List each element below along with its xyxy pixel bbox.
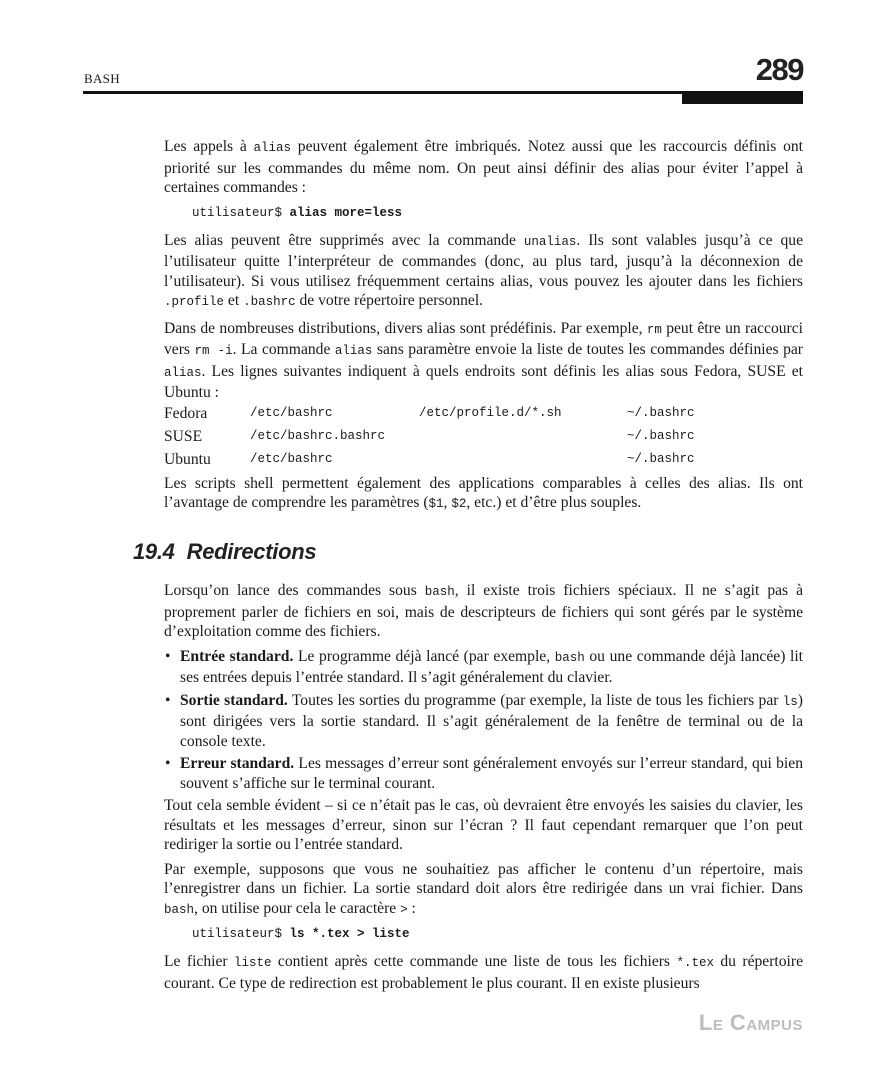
table-row [164, 426, 695, 449]
table-cell-path [419, 449, 627, 472]
section-title: Redirections [186, 539, 317, 564]
shell-command: ls *.tex > liste [289, 927, 410, 941]
text: sans paramètre envoie la liste de toutes les commandes définies par [372, 341, 803, 358]
header-label: BASH [84, 71, 120, 86]
section-body-aliases [164, 137, 803, 521]
text: Le programme déjà lancé (par exemple, [293, 647, 555, 665]
table-cell-distribution: Ubuntu [164, 451, 211, 469]
inline-code: rm -i [194, 344, 233, 358]
text: : [407, 899, 416, 917]
paragraph [164, 952, 803, 993]
text: . Ils sont valables jusqu’à ce que l’utilisateur quitte l’interpréteur de commandes (donc, au plus tard, jusqu’à la déconnexion de l’utilisateur). Si vous utilisez fréquemment certains alias, vous pouvez les ajouter dans les fichiers [164, 231, 803, 290]
table-row [164, 449, 695, 472]
inline-code: *.tex [676, 956, 714, 970]
inline-code: rm [646, 322, 662, 337]
table-cell-path: ~/.bashrc [627, 452, 695, 467]
text: . La commande [232, 341, 335, 358]
table-cell-path: /etc/profile.d/*.sh [419, 406, 562, 421]
paragraph [164, 581, 803, 642]
bullet-term: Entrée standard. [180, 647, 294, 665]
inline-code: bash [164, 902, 195, 917]
inline-code: alias [334, 344, 373, 358]
paragraph [164, 319, 803, 403]
table-cell-path: /etc/bashrc [250, 406, 333, 421]
text: Le fichier [164, 953, 234, 970]
section-heading [133, 539, 316, 565]
text: Les scripts shell permettent également des applications comparables à celles des alias. Ils ont l’avantage de comprendre les paramètres ( [164, 474, 803, 511]
text: contient après cette commande une liste de tous les fichiers [271, 953, 677, 970]
text: Les messages d’erreur sont généralement envoyés sur l’erreur standard, qui bien souvent s’affiche sur le terminal courant. [180, 755, 803, 792]
inline-code: liste [233, 956, 272, 970]
inline-code: $2 [451, 497, 467, 511]
text: Toutes les sorties du programme (par exemple, la liste de tous les fichiers par [287, 691, 783, 709]
table-cell-path: ~/.bashrc [627, 406, 695, 421]
paragraph [164, 231, 803, 313]
inline-code: unalias [523, 234, 577, 249]
text: Dans de nombreuses distributions, divers alias sont prédéfinis. Par exemple, [164, 319, 647, 337]
inline-code: > [400, 902, 408, 917]
text: ou une commande déjà lancée) lit ses entrées depuis l’entrée standard. Il s’agit généralement du clavier. [180, 647, 804, 686]
header-accent-bar [682, 91, 803, 104]
text: , [443, 494, 452, 511]
text: Par exemple, supposons que vous ne souhaitiez pas afficher le contenu d’un répertoire, mais l’enregistrer dans un fichier. La sortie standard doit alors être redirigée dans un vrai fichier. Dans [164, 860, 803, 897]
inline-code: .profile [164, 295, 225, 309]
inline-code: bash [424, 585, 455, 599]
list-item [164, 647, 803, 688]
table-cell-distribution: Fedora [164, 405, 208, 423]
paragraph [164, 137, 803, 198]
shell-prompt: utilisateur$ [192, 927, 290, 941]
text: Lorsqu’on lance des commandes sous [164, 582, 425, 599]
paragraph [164, 860, 803, 921]
table-cell-distribution: SUSE [164, 428, 203, 446]
text: Les appels à [164, 138, 254, 155]
paragraph [164, 474, 803, 515]
bullet-term: Erreur standard. [180, 755, 295, 772]
text: . Les lignes suivantes indiquent à quels endroits sont définis les alias sous Fedora, SUSE et Ubuntu : [164, 362, 803, 401]
bullet-list [164, 647, 803, 794]
alias-locations-table [164, 403, 695, 472]
text: et [224, 292, 244, 309]
paragraph: Tout cela semble évident – si ce n’était pas le cas, où devraient être envoyés les saisies du clavier, les résultats et les messages d’erreur, sinon sur l’écran ? Il faut cependant remarquer que l’on peut rediriger la sortie ou l’entrée standard. [164, 797, 803, 853]
section-number: 19.4 [133, 539, 175, 564]
list-item [164, 691, 803, 752]
inline-code: .bashrc [243, 295, 296, 309]
publisher-logo: Le Campus [698, 1010, 803, 1035]
bullet-term: Sortie standard. [180, 691, 288, 709]
text: , etc.) et d’être plus souples. [466, 494, 642, 511]
command-example [192, 925, 803, 943]
text: peut être un raccourci vers [164, 319, 803, 358]
page-number: 289 [755, 52, 803, 87]
text: de votre répertoire personnel. [295, 292, 484, 309]
command-example [192, 204, 803, 222]
table-cell-path [419, 426, 627, 449]
inline-code: $1 [428, 497, 444, 511]
table-cell-path: /etc/bashrc [250, 452, 333, 467]
text: du répertoire courant. Ce type de redirection est probablement le plus courant. Il en existe plusieurs [164, 953, 803, 992]
section-body-redirections [164, 581, 803, 998]
inline-code: ls [782, 694, 798, 709]
text: peuvent également être imbriqués. Notez aussi que les raccourcis définis ont priorité sur les commandes du même nom. On peut ainsi définir des alias pour éviter l’appel à certaines commandes : [164, 138, 803, 196]
text: , il existe trois fichiers spéciaux. Il ne s’agit pas à proprement parler de fichiers en soi, mais de descripteurs de fichiers qui sont gérés par le système d’exploitation comme des fichiers. [164, 582, 803, 640]
inline-code: bash [554, 650, 585, 665]
text: ) sont dirigées vers la sortie standard. Il s’agit généralement de la fenêtre de terminal ou de la console texte. [180, 691, 803, 750]
text: , on utilise pour cela le caractère [194, 899, 401, 917]
table-cell-path: ~/.bashrc [627, 429, 695, 444]
table-row [164, 403, 695, 426]
inline-code: alias [253, 141, 292, 155]
table-cell-path: /etc/bashrc.bashrc [250, 429, 386, 444]
inline-code: alias [164, 365, 202, 380]
text: Les alias peuvent être supprimés avec la commande [164, 231, 524, 249]
shell-command: alias more=less [289, 205, 403, 220]
list-item [164, 754, 803, 793]
shell-prompt: utilisateur$ [192, 205, 290, 220]
